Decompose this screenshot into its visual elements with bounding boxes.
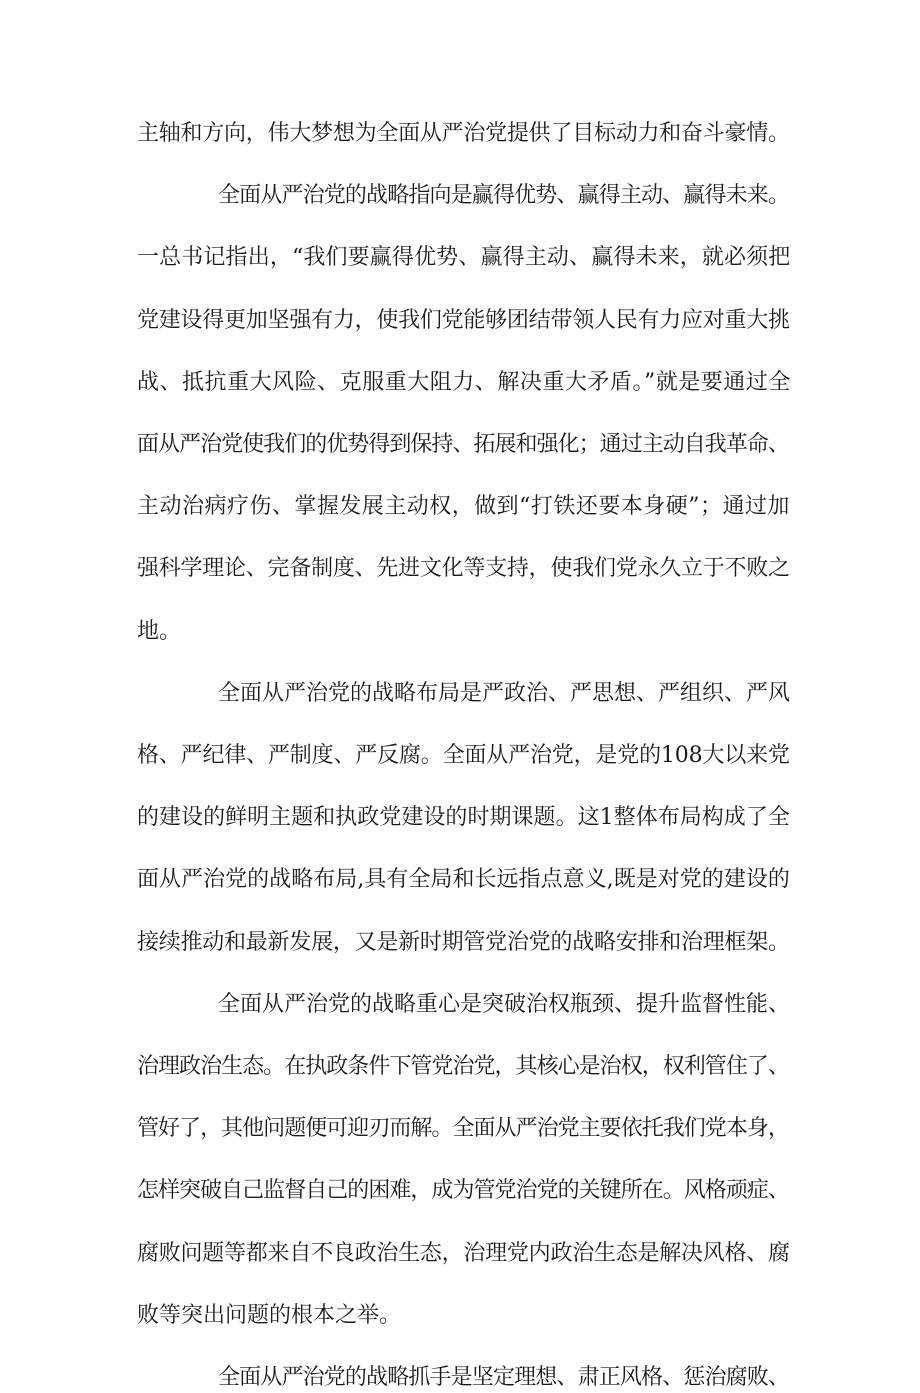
text-line: 地。 [137,619,182,644]
text-line: 的建设的鲜明主题和执政党建设的时期课题。这1整体布局构成了全 [137,805,790,830]
text-line: 主动治病疗伤、掌握发展主动权，做到“打铁还要本身硬”；通过加 [137,494,790,519]
text-line: 全面从严治党的战略布局是严政治、严思想、严组织、严风 [218,681,791,706]
text-line: 格、严纪律、严制度、严反腐。全面从严治党，是党的108大以来党 [137,743,790,768]
text-line: 强科学理论、完备制度、先进文化等支持，使我们党永久立于不败之 [137,556,790,581]
text-line: 全面从严治党的战略抓手是坚定理想、肃正风格、惩治腐败、 [218,1365,790,1390]
text-line: 一总书记指出，“我们要赢得优势、赢得主动、赢得未来，就必须把 [137,245,791,270]
text-line: 治理政治生态。在执政条件下管党治党，其核心是治权，权利管住了、 [137,1054,789,1079]
text-line: 面从严治党使我们的优势得到保持、拓展和强化；通过主动自我革命、 [137,432,789,457]
text-line: 面从严治党的战略布局,具有全局和长远指点意义,既是对党的建设的 [137,867,790,892]
text-line: 全面从严治党的战略重心是突破治权瓶颈、提升监督性能、 [218,992,791,1017]
text-line: 全面从严治党的战略指向是赢得优势、赢得主动、赢得未来。 [218,183,790,208]
text-line: 战、抵抗重大风险、克服重大阻力、解决重大矛盾。”就是要通过全 [137,370,791,395]
text-line: 管好了，其他问题便可迎刃而解。全面从严治党主要依托我们党本身， [137,1116,789,1141]
text-line: 主轴和方向，伟大梦想为全面从严治党提供了目标动力和奋斗豪情。 [137,121,790,146]
text-line: 党建设得更加坚强有力，使我们党能够团结带领人民有力应对重大挑 [137,308,790,333]
text-line: 腐败问题等都来自不良政治生态，治理党内政治生态是解决风格、腐 [137,1241,790,1266]
text-line: 败等突出问题的根本之举。 [137,1303,402,1328]
text-line: 接续推动和最新发展，又是新时期管党治党的战略安排和治理框架。 [137,930,790,955]
text-line: 怎样突破自己监督自己的困难，成为管党治党的关键所在。风格顽症、 [137,1178,789,1203]
